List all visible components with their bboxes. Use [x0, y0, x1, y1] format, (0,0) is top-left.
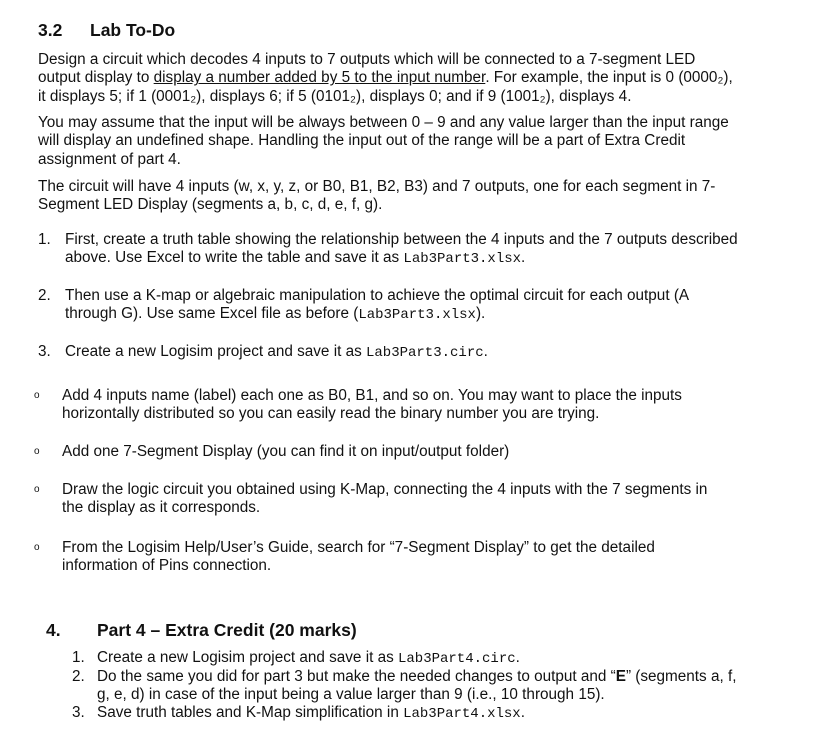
section-title: Lab To-Do — [90, 20, 176, 40]
part4-item-3 — [97, 704, 737, 723]
step-number: 3. — [38, 343, 51, 360]
section-number: 3.2 — [38, 20, 63, 40]
step-number: 2. — [38, 287, 51, 304]
bullet-item: Draw the logic circuit you obtained using K-Map, connecting the 4 inputs with the 7 segments in the display as it corresponds. — [62, 481, 708, 517]
step-text: First, create a truth table showing the relationship between the 4 inputs and the 7 outputs described above. Use Excel to write the table and save it as — [65, 231, 738, 267]
item-text: . — [515, 649, 520, 666]
file-name: Lab3Part3.xlsx — [358, 307, 476, 324]
step-text: Create a new Logisim project and save it as — [65, 343, 366, 360]
intro-paragraph-2: You may assume that the input will be always between 0 – 9 and any value larger than the input range will display an undefined shape. Handling the input out of the range will be a part of Extra Credit assignment of part 4. — [38, 114, 729, 168]
part4-item-number: 3. — [72, 704, 85, 721]
underlined-phrase: display a number added by 5 to the input number — [153, 69, 486, 87]
bullet-item: Add one 7-Segment Display (you can find it on input/output folder) — [62, 443, 510, 460]
bullet-item: Add 4 inputs name (label) each one as B0, B1, and so on. You may want to place the inputs horizontally distributed so you can easily read the binary number you are trying. — [62, 387, 682, 423]
step-3 — [65, 343, 740, 362]
item-text: Do the same you did for part 3 but make the needed changes to output and “ — [97, 668, 616, 685]
bullet-marker: o — [34, 542, 40, 553]
emphasis-letter: E — [615, 668, 626, 685]
file-name: Lab3Part3.xlsx — [403, 251, 522, 268]
step-text: . — [521, 249, 526, 267]
part4-item-2 — [97, 668, 737, 705]
step-2 — [65, 287, 740, 325]
bullet-marker: o — [34, 390, 40, 401]
step-number: 1. — [38, 231, 51, 248]
part4-number: 4. — [46, 620, 61, 640]
step-text: . — [483, 343, 488, 360]
part4-item-number: 2. — [72, 668, 85, 685]
intro-paragraph-3: The circuit will have 4 inputs (w, x, y, z, or B0, B1, B2, B3) and 7 outputs, one for each segment in 7-Segment LED Display (segments a, b, c, d, e, f, g). — [38, 178, 716, 214]
file-name: Lab3Part4.xlsx — [403, 706, 521, 722]
step-1 — [65, 231, 740, 269]
intro-text: . For example, the input is 0 (0000₂), it displays 5; if 1 (0001₂), displays 6; if 5 (0101₂), displays 0; and if 9 (1001₂), displays 4. — [38, 69, 733, 105]
item-text: Create a new Logisim project and save it as — [97, 649, 398, 666]
item-text: Save truth tables and K-Map simplification in — [97, 704, 404, 721]
file-name: Lab3Part3.circ — [366, 345, 484, 361]
part4-item-number: 1. — [72, 649, 85, 666]
step-text: Then use a K-map or algebraic manipulation to achieve the optimal circuit for each output (A through G). Use same Excel file as before ( — [65, 287, 689, 323]
part4-item-1 — [97, 649, 737, 668]
step-text: ). — [475, 305, 486, 323]
part4-title: Part 4 – Extra Credit (20 marks) — [97, 620, 357, 640]
intro-text: Design a circuit which decodes 4 inputs to 7 outputs which will be connected to a 7-segment LED output display to — [38, 51, 696, 87]
item-text: ” (segments a, f, g, e, d) in case of the input being a value larger than 9 (i.e., 10 through 15). — [97, 668, 737, 704]
bullet-marker: o — [34, 484, 40, 495]
intro-paragraph-1 — [38, 51, 738, 106]
bullet-marker: o — [34, 446, 40, 457]
file-name: Lab3Part4.circ — [398, 651, 516, 667]
item-text: . — [520, 704, 525, 721]
bullet-item: From the Logisim Help/User’s Guide, search for “7-Segment Display” to get the detailed information of Pins connection. — [62, 539, 655, 575]
